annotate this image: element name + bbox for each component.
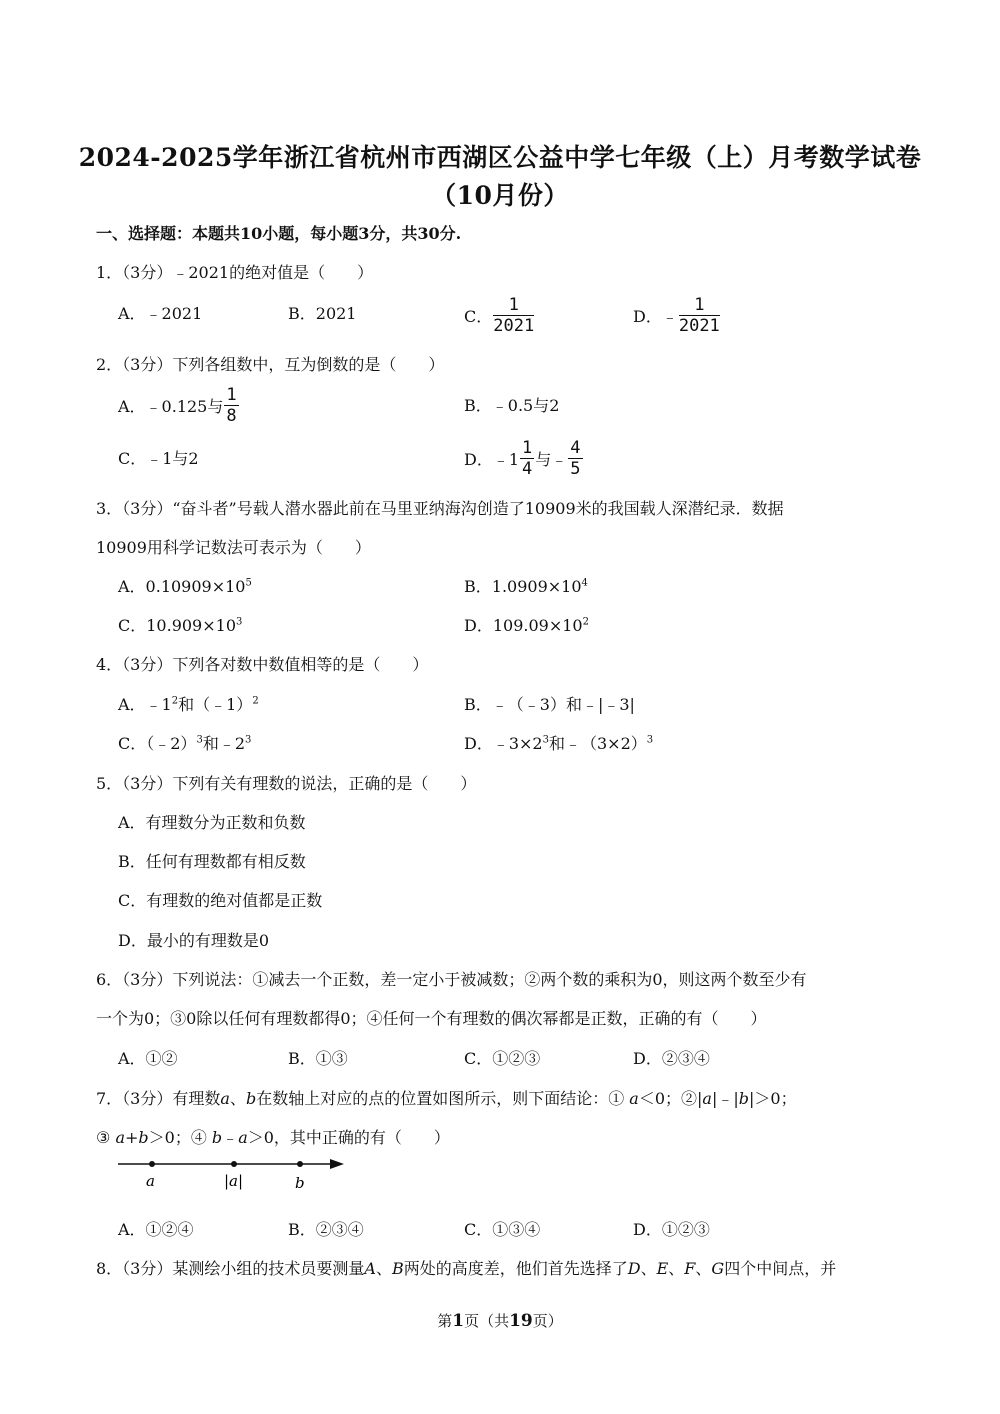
footer-text: 第 bbox=[437, 1312, 453, 1330]
number-line-arrow-icon bbox=[330, 1159, 344, 1169]
exam-title-line2: （10月份） bbox=[431, 181, 569, 210]
section-heading: 一、选择题：本题共10小题，每小题3分，共30分. bbox=[96, 224, 462, 243]
q4-option-a-text1: A．﹣1 bbox=[118, 695, 172, 714]
q1-option-a: A．﹣2021 bbox=[118, 304, 203, 323]
q8-text: 、 bbox=[375, 1259, 392, 1278]
var-a: a bbox=[238, 1128, 248, 1147]
q3-option-a-text: A．0.10909×10 bbox=[118, 577, 246, 596]
question-7-stem-line2 bbox=[96, 1125, 450, 1148]
q8-text: 四个中间点，并 bbox=[724, 1259, 837, 1278]
fraction bbox=[493, 295, 534, 336]
fraction bbox=[568, 438, 582, 479]
var-b: b bbox=[211, 1128, 223, 1147]
q1-option-c bbox=[464, 295, 535, 336]
fraction-denominator: 5 bbox=[570, 459, 581, 479]
q8-text: 、 bbox=[695, 1259, 712, 1278]
fraction bbox=[679, 295, 720, 336]
var-b: b bbox=[738, 1089, 750, 1108]
var-E: E bbox=[656, 1259, 669, 1278]
q4-option-a bbox=[118, 692, 259, 715]
var-G: G bbox=[711, 1259, 725, 1278]
page-number: 1 bbox=[452, 1311, 465, 1331]
q5-option-a: A．有理数分为正数和负数 bbox=[118, 813, 306, 832]
question-6-stem-line1: 6．（3分）下列说法：①减去一个正数，差一定小于被减数；②两个数的乘积为0，则这两个数至少有 bbox=[96, 970, 807, 989]
var-F: F bbox=[684, 1259, 696, 1278]
q1-option-d bbox=[633, 295, 721, 336]
question-6-stem-line2: 一个为0；③0除以任何有理数都得0；④任何一个有理数的偶次幂都是正数，正确的有（ ） bbox=[96, 1009, 767, 1028]
q3-option-d-text: D．109.09×10 bbox=[464, 616, 583, 635]
q7-option-c: C．①③④ bbox=[464, 1220, 541, 1239]
q4-option-d-text2: 和﹣（3×2） bbox=[548, 734, 647, 753]
q1-option-d-label: D．﹣ bbox=[633, 307, 678, 326]
q2-option-d bbox=[464, 438, 584, 479]
fraction bbox=[224, 385, 238, 426]
var-b: b bbox=[138, 1128, 149, 1147]
q7-text: |＞0； bbox=[749, 1089, 797, 1108]
exponent: 2 bbox=[582, 616, 589, 628]
exponent: 3 bbox=[245, 734, 252, 746]
exponent: 3 bbox=[542, 734, 549, 746]
q4-option-c-text1: C．（﹣2） bbox=[118, 734, 197, 753]
page-footer bbox=[0, 1310, 1000, 1331]
q5-option-b: B．任何有理数都有相反数 bbox=[118, 852, 306, 871]
q4-option-d-text1: D．﹣3×2 bbox=[464, 734, 543, 753]
exponent: 4 bbox=[581, 577, 588, 589]
q1-option-c-label: C． bbox=[464, 307, 493, 326]
q3-option-b bbox=[464, 574, 588, 597]
q7-option-b: B．②③④ bbox=[288, 1220, 364, 1239]
footer-text: 页） bbox=[532, 1312, 563, 1330]
q2-option-d-text1: D．﹣1 bbox=[464, 450, 520, 469]
q7-text: 7．（3分）有理数 bbox=[96, 1089, 221, 1108]
label-abs-a: |a| bbox=[224, 1172, 244, 1190]
fraction bbox=[520, 438, 534, 479]
q6-option-d: D．②③④ bbox=[633, 1049, 710, 1068]
fraction-numerator: 1 bbox=[522, 438, 533, 458]
q7-text: ＞0，其中正确的有（ ） bbox=[247, 1128, 450, 1147]
exponent: 2 bbox=[171, 695, 179, 707]
label-a: a bbox=[146, 1172, 155, 1190]
q7-text: |﹣| bbox=[711, 1089, 739, 1108]
q8-text: 、 bbox=[640, 1259, 657, 1278]
var-B: B bbox=[391, 1259, 404, 1278]
q6-option-b: B．①③ bbox=[288, 1049, 348, 1068]
fraction-numerator: 4 bbox=[570, 438, 581, 458]
q7-text: ③ bbox=[96, 1128, 111, 1147]
q7-text: 、 bbox=[229, 1089, 246, 1108]
var-a: a bbox=[115, 1128, 125, 1147]
var-D: D bbox=[627, 1259, 641, 1278]
question-8-stem bbox=[96, 1256, 836, 1279]
fraction-denominator: 8 bbox=[226, 406, 237, 426]
q7-text: + bbox=[124, 1128, 139, 1147]
question-2-stem: 2．（3分）下列各组数中，互为倒数的是（ ） bbox=[96, 355, 445, 374]
question-1-stem: 1．（3分）﹣2021的绝对值是（ ） bbox=[96, 263, 374, 282]
var-a: a bbox=[702, 1089, 712, 1108]
q2-option-c: C．﹣1与2 bbox=[118, 449, 199, 468]
point-a bbox=[149, 1161, 155, 1167]
q4-option-c bbox=[118, 731, 251, 754]
fraction-denominator: 2021 bbox=[493, 316, 535, 336]
number-line-figure bbox=[118, 1152, 358, 1192]
q2-option-d-text2: 与﹣ bbox=[535, 450, 568, 469]
q7-option-d: D．①②③ bbox=[633, 1220, 710, 1239]
q8-text: 两处的高度差，他们首先选择了 bbox=[403, 1259, 628, 1278]
var-b: b bbox=[245, 1089, 257, 1108]
q8-text: 、 bbox=[668, 1259, 685, 1278]
question-5-stem: 5．（3分）下列有关有理数的说法，正确的是（ ） bbox=[96, 774, 477, 793]
var-a: a bbox=[629, 1089, 639, 1108]
q8-text: 8．（3分）某测绘小组的技术员要测量 bbox=[96, 1259, 365, 1278]
fraction-numerator: 1 bbox=[226, 385, 237, 405]
q4-option-c-text2: 和﹣2 bbox=[202, 734, 245, 753]
exponent: 5 bbox=[245, 577, 252, 589]
q7-text: ＜0；②| bbox=[638, 1089, 703, 1108]
q3-option-c bbox=[118, 613, 242, 636]
question-3-stem-line2: 10909用科学记数法可表示为（ ） bbox=[96, 538, 371, 557]
q4-option-a-text2: 和（﹣1） bbox=[178, 695, 253, 714]
question-7-stem-line1 bbox=[96, 1086, 797, 1109]
q5-option-c: C．有理数的绝对值都是正数 bbox=[118, 891, 323, 910]
q1-option-b: B．2021 bbox=[288, 304, 357, 323]
q6-option-c: C．①②③ bbox=[464, 1049, 541, 1068]
label-b: b bbox=[295, 1174, 305, 1192]
q7-option-a: A．①②④ bbox=[118, 1220, 194, 1239]
question-4-stem: 4．（3分）下列各对数中数值相等的是（ ） bbox=[96, 655, 429, 674]
q7-text: ＞0；④ bbox=[148, 1128, 207, 1147]
q3-option-b-text: B．1.0909×10 bbox=[464, 577, 582, 596]
q3-option-d bbox=[464, 613, 589, 636]
var-a: a bbox=[220, 1089, 230, 1108]
fraction-numerator: 1 bbox=[493, 295, 534, 316]
q4-option-b: B．﹣（﹣3）和﹣|﹣3| bbox=[464, 695, 635, 714]
exponent: 3 bbox=[646, 734, 654, 746]
footer-text: 页（共 bbox=[464, 1312, 510, 1330]
var-A: A bbox=[364, 1259, 376, 1278]
q5-option-d: D．最小的有理数是0 bbox=[118, 931, 270, 950]
question-3-stem-line1: 3．（3分）“奋斗者”号载人潜水器此前在马里亚纳海沟创造了10909米的我国载人深潜纪录．数据 bbox=[96, 499, 784, 518]
q2-option-a-text: A．﹣0.125与 bbox=[118, 397, 224, 416]
fraction-numerator: 1 bbox=[679, 295, 720, 316]
q3-option-a bbox=[118, 574, 252, 597]
q7-text: 在数轴上对应的点的位置如图所示，则下面结论：① bbox=[256, 1089, 625, 1108]
q6-option-a: A．①② bbox=[118, 1049, 178, 1068]
point-abs-a bbox=[231, 1161, 237, 1167]
q4-option-d bbox=[464, 731, 653, 754]
q2-option-a bbox=[118, 385, 240, 426]
fraction-denominator: 2021 bbox=[678, 316, 720, 336]
exponent: 3 bbox=[196, 734, 203, 746]
fraction-denominator: 4 bbox=[522, 459, 533, 479]
q7-text: ﹣ bbox=[222, 1128, 239, 1147]
point-b bbox=[297, 1161, 303, 1167]
q3-option-c-text: C．10.909×10 bbox=[118, 616, 236, 635]
total-pages: 19 bbox=[509, 1311, 533, 1331]
q2-option-b: B．﹣0.5与2 bbox=[464, 396, 560, 415]
exam-title-line1: 2024-2025学年浙江省杭州市西湖区公益中学七年级（上）月考数学试卷 bbox=[78, 143, 922, 172]
exponent: 2 bbox=[252, 695, 259, 707]
exponent: 3 bbox=[236, 616, 243, 628]
